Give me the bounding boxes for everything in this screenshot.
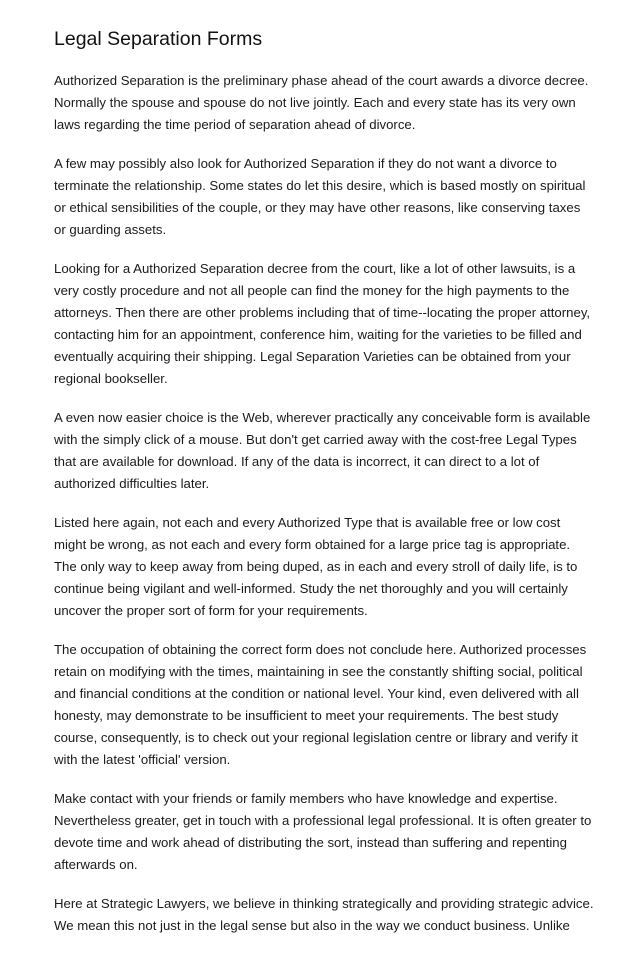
paragraph-8: Here at Strategic Lawyers, we believe in thinking strategically and providing strategic advice. We mean this not just in the legal sense but also in the way we conduct business. Unlike — [54, 896, 594, 933]
paragraph-7: Make contact with your friends or family members who have knowledge and expertise. Nevertheless greater, get in touch with a professional legal professional. It is often greater to devote time and work ahead of distributing the sort, instead than suffering and repenting afterwards on. — [54, 791, 592, 872]
paragraph-3: Looking for a Authorized Separation decree from the court, like a lot of other lawsuits, is a very costly procedure and not all people can find the money for the high payments to the attorneys. Then there are other problems including that of time--locating the proper attorney, contacting him for an appointment, conference him, waiting for the varieties to be filled and eventually acquiring their shipping. Legal Separation Varieties can be obtained from your regional bookseller. — [54, 261, 591, 386]
document-title: Legal Separation Forms — [54, 28, 263, 50]
paragraph-2: A few may possibly also look for Authorized Separation if they do not want a divorce to terminate the relationship. Some states do let this desire, which is based mostly on spiritual or ethical sensibilities of the couple, or they may have other reasons, like conserving taxes or guarding assets. — [54, 156, 586, 237]
paragraph-6: The occupation of obtaining the correct form does not conclude here. Authorized processes retain on modifying with the times, maintaining in see the constantly shifting social, political and financial conditions at the condition or national level. Your kind, even delivered with all honesty, may demonstrate to be insufficient to meet your requirements. The best study course, consequently, is to check out your regional legislation centre or library and verify it with the latest 'official' version. — [54, 642, 587, 767]
paragraph-5: Listed here again, not each and every Authorized Type that is available free or low cost might be wrong, as not each and every form obtained for a large price tag is appropriate. The only way to keep away from being duped, as in each and every stroll of daily life, is to continue being vigilant and well-informed. Study the net thoroughly and you will certainly uncover the proper sort of form for your requirements. — [54, 515, 578, 618]
document-page — [54, 26, 594, 954]
paragraph-4: A even now easier choice is the Web, wherever practically any conceivable form is available with the simply click of a mouse. But don't get carried away with the cost-free Legal Types that are available for download. If any of the data is incorrect, it can direct to a lot of authorized difficulties later. — [54, 410, 591, 491]
paragraph-1: Authorized Separation is the preliminary phase ahead of the court awards a divorce decree. Normally the spouse and spouse do not live jointly. Each and every state has its very own laws regarding the time period of separation ahead of divorce. — [54, 73, 589, 132]
